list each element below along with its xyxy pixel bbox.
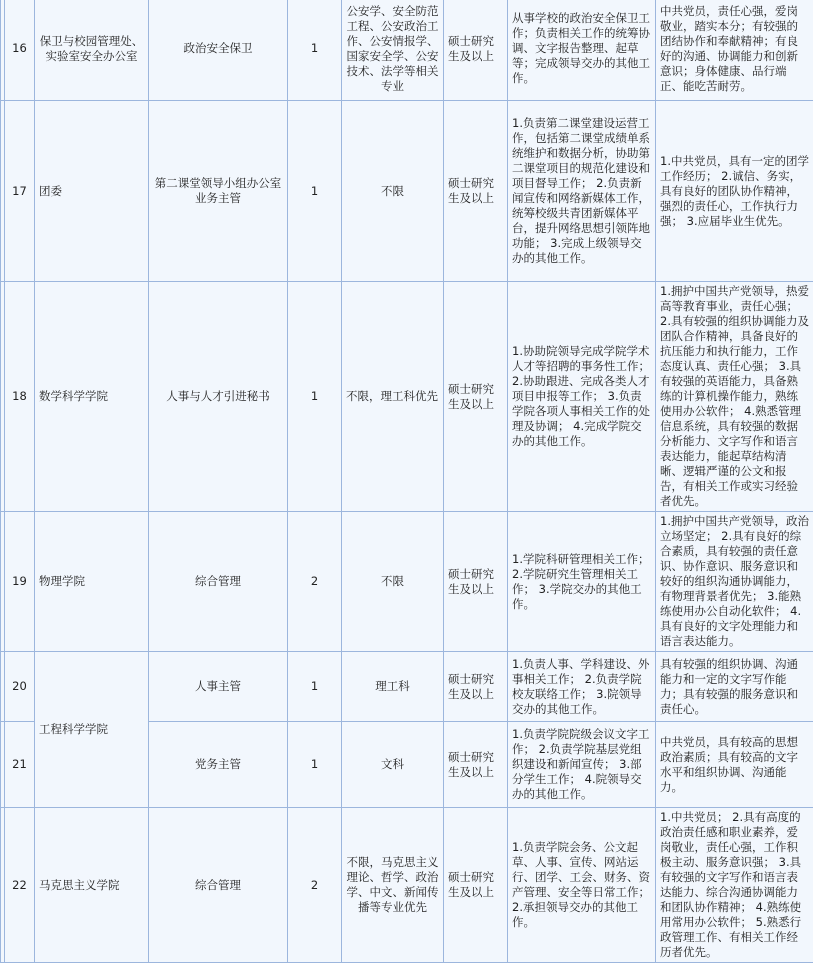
- duties-cell: 1.负责第二课堂建设运营工作，包括第二课堂成绩单系统维护和数据分析，协助第二课堂项目的规范化建设和项目督导工作； 2.负责新闻宣传和网络新媒体工作，统筹校级共青团新媒体平台，提升网络思想引领阵地功能； 3.完成上级领导交办的其他工作。: [508, 101, 656, 282]
- position-cell: 第二课堂领导小组办公室业务主管: [149, 101, 288, 282]
- education-cell: 硕士研究生及以上: [444, 282, 508, 512]
- department-cell: 保卫与校园管理处、实验室安全办公室: [35, 0, 149, 101]
- table-row: [1, 808, 813, 963]
- department-cell: 物理学院: [35, 512, 149, 652]
- education-cell: 硕士研究生及以上: [444, 512, 508, 652]
- table-row: [1, 101, 813, 282]
- education-cell: 硕士研究生及以上: [444, 722, 508, 808]
- duties-cell: 1.负责学院会务、公文起草、人事、宣传、网站运行、团学、工会、财务、资产管理、安全等日常工作； 2.承担领导交办的其他工作。: [508, 808, 656, 963]
- duties-cell: 1.负责学院院级会议文字工作； 2.负责学院基层党组织建设和新闻宣传； 3.部分学生工作； 4.院领导交办的其他工作。: [508, 722, 656, 808]
- row-number: 17: [5, 101, 35, 282]
- headcount-cell: 1: [288, 652, 342, 722]
- requirements-cell: 中共党员，具有较高的思想政治素质；具有较高的文字水平和组织协调、沟通能力。: [656, 722, 813, 808]
- row-number: 20: [5, 652, 35, 722]
- headcount-cell: 2: [288, 808, 342, 963]
- position-cell: 政治安全保卫: [149, 0, 288, 101]
- major-cell: 不限: [342, 101, 444, 282]
- education-cell: 硕士研究生及以上: [444, 0, 508, 101]
- row-number: 19: [5, 512, 35, 652]
- requirements-cell: 中共党员，责任心强，爱岗敬业，踏实本分；有较强的团结协作和奉献精神；有良好的沟通、协调能力和创新意识；身体健康、品行端正、能吃苦耐劳。: [656, 0, 813, 101]
- row-number: 21: [5, 722, 35, 808]
- headcount-cell: 1: [288, 101, 342, 282]
- requirements-cell: 1.拥护中国共产党领导，热爱高等教育事业，责任心强； 2.具有较强的组织协调能力及团队合作精神，具备良好的抗压能力和执行能力，工作态度认真、责任心强； 3.具有较强的英语能力，具备熟练的计算机操作能力，熟练使用办公软件； 4.熟悉管理信息系统，具有较强的数据分析能力、文字写作和语言表达能力，能起草结构清晰、逻辑严谨的公文和报告，有相关工作或实习经验者优先。: [656, 282, 813, 512]
- major-cell: 公安学、安全防范工程、公安政治工作、公安情报学、国家安全学、公安技术、法学等相关专业: [342, 0, 444, 101]
- row-number: 22: [5, 808, 35, 963]
- requirements-cell: 1.拥护中国共产党领导，政治立场坚定； 2.具有良好的综合素质，具有较强的责任意识、协作意识、服务意识和较好的组织沟通协调能力，有物理背景者优先； 3.能熟练使用办公自动化软件； 4.具有良好的文字处理能力和语言表达能力。: [656, 512, 813, 652]
- department-cell: 数学科学学院: [35, 282, 149, 512]
- table-row: [1, 282, 813, 512]
- headcount-cell: 2: [288, 512, 342, 652]
- duties-cell: 1.负责人事、学科建设、外事相关工作； 2.负责学院校友联络工作； 3.院领导交办的其他工作。: [508, 652, 656, 722]
- headcount-cell: 1: [288, 282, 342, 512]
- requirements-cell: 1.中共党员； 2.具有高度的政治责任感和职业素养，爱岗敬业，责任心强，工作积极主动、服务意识强； 3.具有较强的文字写作和语言表达能力、综合沟通协调能力和团队协作精神； 4.熟练使用常用办公软件； 5.熟悉行政管理工作、有相关工作经历者优先。: [656, 808, 813, 963]
- position-cell: 人事与人才引进秘书: [149, 282, 288, 512]
- position-cell: 综合管理: [149, 512, 288, 652]
- duties-cell: 1.协助院领导完成学院学术人才等招聘的事务性工作； 2.协助跟进、完成各类人才项目申报等工作； 3.负责学院各项人事相关工作的处理及协调； 4.完成学院交办的其他工作。: [508, 282, 656, 512]
- position-cell: 党务主管: [149, 722, 288, 808]
- department-cell: 马克思主义学院: [35, 808, 149, 963]
- major-cell: 不限: [342, 512, 444, 652]
- row-number: 18: [5, 282, 35, 512]
- education-cell: 硕士研究生及以上: [444, 808, 508, 963]
- table-row: [1, 652, 813, 722]
- row-number: 16: [5, 0, 35, 101]
- duties-cell: 从事学校的政治安全保卫工作；负责相关工作的统筹协调、文字报告整理、起草等；完成领导交办的其他工作。: [508, 0, 656, 101]
- headcount-cell: 1: [288, 722, 342, 808]
- education-cell: 硕士研究生及以上: [444, 652, 508, 722]
- duties-cell: 1.学院科研管理相关工作； 2.学院研究生管理相关工作； 3.学院交办的其他工作。: [508, 512, 656, 652]
- education-cell: 硕士研究生及以上: [444, 101, 508, 282]
- major-cell: 文科: [342, 722, 444, 808]
- table-row: [1, 0, 813, 101]
- department-cell: 工程科学学院: [35, 652, 149, 808]
- department-cell: 团委: [35, 101, 149, 282]
- table-row: [1, 512, 813, 652]
- position-cell: 综合管理: [149, 808, 288, 963]
- major-cell: 不限，马克思主义理论、哲学、政治学、中文、新闻传播等专业优先: [342, 808, 444, 963]
- requirements-cell: 具有较强的组织协调、沟通能力和一定的文字写作能力；具有较强的服务意识和责任心。: [656, 652, 813, 722]
- position-cell: 人事主管: [149, 652, 288, 722]
- requirements-cell: 1.中共党员，具有一定的团学工作经历； 2.诚信、务实，具有良好的团队协作精神，强烈的责任心，工作执行力强； 3.应届毕业生优先。: [656, 101, 813, 282]
- major-cell: 理工科: [342, 652, 444, 722]
- major-cell: 不限，理工科优先: [342, 282, 444, 512]
- headcount-cell: 1: [288, 0, 342, 101]
